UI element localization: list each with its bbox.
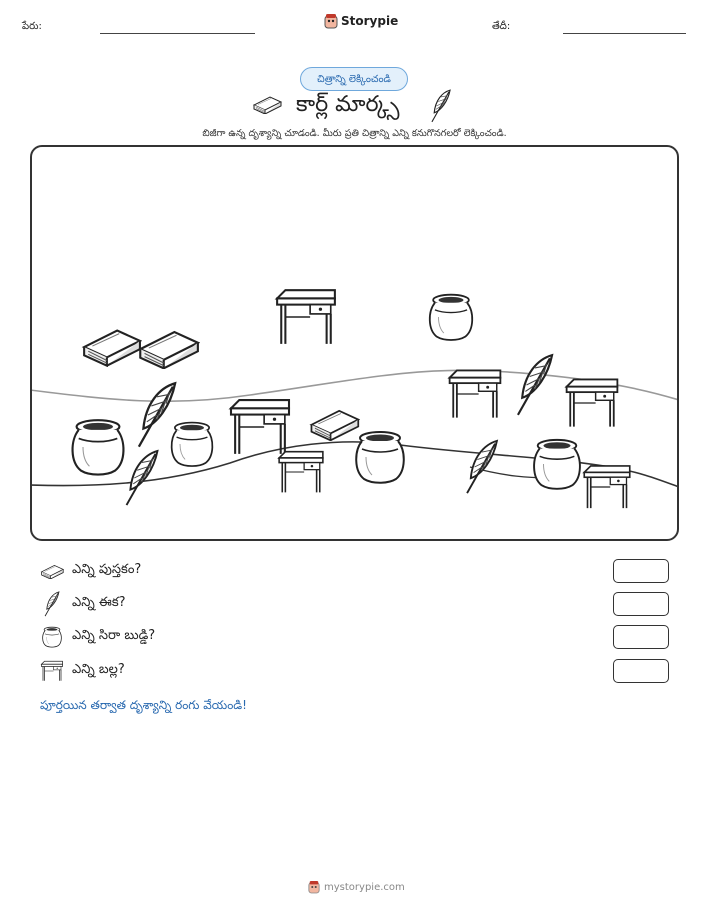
question-text: ఎన్ని సిరా బుడ్డి? [72, 628, 156, 643]
ink-pot-icon [40, 626, 64, 648]
name-line[interactable] [100, 33, 255, 34]
answer-box-desks[interactable] [613, 659, 669, 683]
scene-book [84, 331, 140, 366]
scene-desk [279, 452, 323, 493]
website-url: mystorypie.com [324, 881, 405, 893]
storypie-mascot-icon [308, 880, 320, 894]
scene-feather [139, 383, 175, 446]
title-book-icon [252, 94, 282, 114]
feather-icon [40, 591, 64, 617]
scene-desk [231, 400, 289, 454]
scene-desk [450, 370, 501, 417]
book-icon [40, 563, 64, 579]
question-text: ఎన్ని బల్ల? [72, 662, 125, 677]
question-text: ఎన్ని ఈక? [72, 595, 126, 610]
desk-icon [40, 660, 64, 682]
question-books [40, 558, 141, 584]
scene-ink-pot [356, 432, 404, 483]
scene-ink-pot [73, 420, 124, 474]
answer-box-feathers[interactable] [613, 592, 669, 616]
scene-desk [277, 290, 335, 344]
brand-logo [324, 13, 398, 29]
scene-ink-pot [534, 440, 580, 489]
scene-book [140, 332, 198, 368]
scene-drawing [30, 145, 679, 541]
activity-pill: చిత్రాన్ని లెక్కించండి [300, 67, 408, 91]
question-text: ఎన్ని పుస్తకం? [72, 562, 142, 577]
brand-name: Storypie [341, 14, 399, 28]
answer-box-books[interactable] [613, 559, 669, 583]
title-feather-icon [428, 89, 454, 123]
scene-feather [518, 355, 552, 415]
footer-brand [308, 880, 405, 894]
question-feathers [40, 591, 126, 617]
question-desks [40, 658, 125, 684]
instructions: బిజీగా ఉన్న దృశ్యాన్ని చూడండి. మీరు ప్రతి చిత్రాన్ని ఎన్ని కనుగొనగలరో లెక్కించండి. [202, 128, 507, 139]
date-line[interactable] [563, 33, 686, 34]
scene-desk [567, 379, 618, 426]
answer-box-ink-pots[interactable] [613, 625, 669, 649]
page-title: కార్ల్ మార్క్స [296, 92, 400, 117]
storypie-mascot-icon [324, 13, 338, 29]
question-ink-pots [40, 624, 155, 650]
scene-book [311, 411, 358, 440]
scene-feather [127, 451, 158, 505]
scene-frame [30, 145, 679, 541]
color-instruction: పూర్తయిన తర్వాత దృశ్యాన్ని రంగు వేయండి! [40, 698, 247, 712]
date-label: తేదీ: [492, 21, 511, 32]
name-label: పేరు: [22, 21, 42, 32]
scene-ink-pot [430, 295, 472, 340]
scene-desk [584, 466, 630, 508]
scene-ink-pot [172, 423, 213, 467]
